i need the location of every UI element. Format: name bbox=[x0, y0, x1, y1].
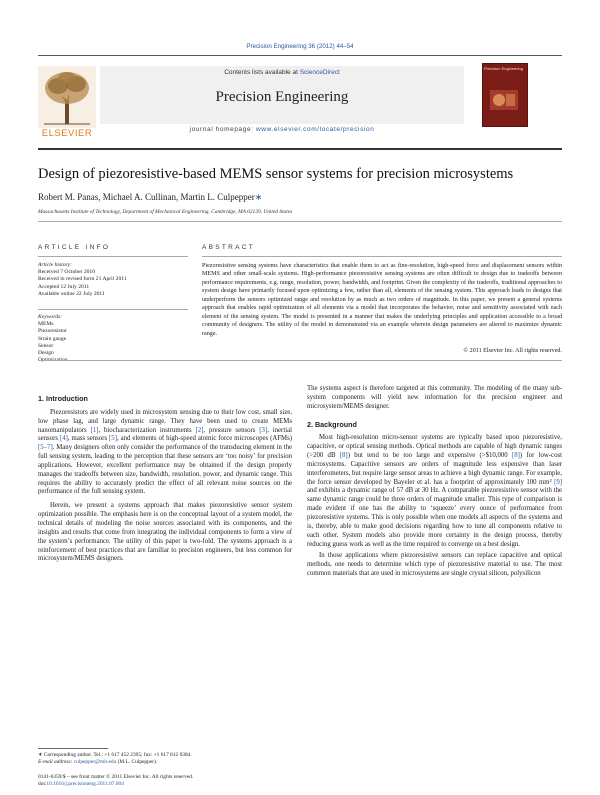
background-heading: 2. Background bbox=[307, 419, 357, 429]
abstract-heading: ABSTRACT bbox=[202, 244, 256, 251]
contents-line bbox=[100, 69, 464, 76]
right-column bbox=[307, 385, 562, 579]
journal-citation[interactable]: Precision Engineering 36 (2012) 44–54 bbox=[246, 43, 354, 50]
citation-link[interactable]: [4] bbox=[59, 435, 68, 443]
intro-paragraph-2: Herein, we present a systems approach that makes piezoresistive sensor system optimization possible. The emphasis here is on the conceptual layout of a system model, the technical details of modeling the noise sources associated with its components, and the insights and results that come from integrating the individual components to form a view of the system’s performance. The utility of this paper is two-fold. The systems approach is a reinforcement of best practices that are familiar to precision engineers, but less common for microsystem/MEMS designers. bbox=[38, 502, 292, 563]
issn-doi bbox=[38, 774, 338, 788]
email-line: E-mail address: culpepper@mit.edu (M.L. Culpepper). bbox=[38, 759, 158, 765]
citation-link[interactable]: [3] bbox=[259, 426, 268, 434]
left-column bbox=[38, 395, 292, 564]
keywords-rule bbox=[38, 309, 188, 310]
journal-title: Precision Engineering bbox=[215, 89, 349, 105]
intro-paragraph-1: Piezoresistors are widely used in microsystem sensing due to their low cost, small size, low phase lag, and large dynamic range. They have been used to create MEMs nanomanipulators [1], biocharacterization instruments [2], pressure sensors [3], inertial sensors [4], mass sensors [5], and elements of high-speed atomic force microscopes (AFMs) [5–7]. Many designers often only consider the performance of the transducing element in the full sensing system, leading to the perception that these sensors are ‘too noisy’ for precision applications. However, excellent performance may be obtained if the design properly manages the tradeoffs between size, bandwidth, resolution, power, and dynamic range. This requires the ability to accurately predict the effect of all relevant noise sources on the performance of the full sensing system. bbox=[38, 408, 293, 496]
keyword-item: MEMs bbox=[38, 321, 54, 328]
background-paragraph-1: Most high-resolution micro-sensor systems are typically based upon piezoresistive, capacitive, or optical sensing methods. Optical methods are capable of high dynamic ranges (>200 dB [8]) but tend to be too large and expensive (>$10,000 [8]) for low-cost microsystems. Capacitive sensors are orders of magnitude less expensive than laser interferometers, but require large sensor areas to achieve a high dynamic range. For example, the force sensor developed by Bayeler et al. has a footprint of approximately 100 mm² [9] and exhibits a dynamic range of 57 dB at 30 Hz. A comparable piezoresistive sensor with the same dynamic range could be three orders of magnitude smaller. This type of comparison is made evident if one has the ability to ‘squeeze’ every ounce of performance from piezoresistive systems. This is only possible when one models all aspects of the systems and is, thereby, able to make good decisions regarding how to tune all components relative to each other. System models also provide more certainty in the design process, thereby reducing guess work as well as the time required to converge on a best design. bbox=[307, 434, 563, 548]
history-label: Article history: bbox=[38, 262, 73, 268]
elsevier-tree-logo bbox=[38, 66, 96, 128]
keyword-item: Sensor bbox=[38, 342, 54, 349]
homepage-link[interactable]: www.elsevier.com/locate/precision bbox=[256, 126, 375, 133]
citation-link[interactable]: [1] bbox=[90, 426, 99, 434]
authors-text: Robert M. Panas, Michael A. Cullinan, Martin L. Culpepper bbox=[38, 192, 255, 202]
sciencedirect-link[interactable]: ScienceDirect bbox=[299, 69, 340, 76]
introduction-heading: 1. Introduction bbox=[38, 394, 88, 403]
article-info-heading: ARTICLE INFO bbox=[38, 244, 111, 251]
article-info-rule bbox=[38, 256, 188, 257]
citation-link[interactable]: [8] bbox=[339, 452, 348, 460]
publisher-name: ELSEVIER bbox=[41, 128, 93, 139]
header-rule bbox=[38, 148, 562, 150]
corresponding-author-note: ∗ Corresponding author. Tel.: +1 617 452 2395; fax: +1 617 812 0384. bbox=[38, 752, 192, 758]
homepage-prefix: journal homepage: bbox=[189, 126, 256, 133]
history-revised: Received in revised form 21 April 2011 bbox=[38, 276, 127, 283]
keyword-item: Piezoresistor bbox=[38, 328, 67, 335]
abstract-rule bbox=[202, 256, 562, 257]
citation-link[interactable]: [5–7] bbox=[38, 444, 53, 452]
keywords bbox=[38, 314, 188, 364]
citation-link[interactable]: [9] bbox=[554, 478, 562, 486]
issn-line: 0141-6359/$ – see front matter © 2011 Elsevier Inc. All rights reserved. bbox=[38, 774, 194, 780]
cover-art bbox=[490, 90, 518, 110]
affiliation: Massachusetts Institute of Technology, Department of Mechanical Engineering, Cambridge, MA 02139, United States bbox=[38, 209, 293, 215]
footnote bbox=[38, 752, 292, 766]
history-received: Received 7 October 2010 bbox=[38, 269, 96, 276]
article-history bbox=[38, 262, 188, 298]
footnote-rule bbox=[38, 748, 108, 749]
section-rule bbox=[38, 221, 562, 222]
corresponding-author-mark[interactable]: ∗ bbox=[254, 192, 263, 202]
contents-prefix: Contents lists available at bbox=[224, 69, 300, 76]
journal-homepage bbox=[100, 126, 464, 133]
doi-link[interactable]: 10.1016/j.precisioneng.2011.07.004 bbox=[46, 781, 124, 787]
history-online: Available online 22 July 2011 bbox=[38, 290, 105, 297]
doi-line: doi:10.1016/j.precisioneng.2011.07.004 bbox=[38, 781, 124, 787]
abstract-copyright: © 2011 Elsevier Inc. All rights reserved. bbox=[463, 348, 562, 354]
keywords-label: Keywords: bbox=[38, 314, 63, 320]
keyword-item: Design bbox=[38, 350, 54, 357]
cover-title: Precision Engineering bbox=[484, 66, 523, 71]
email-link[interactable]: culpepper@mit.edu bbox=[73, 759, 117, 765]
keyword-item: Strain gauge bbox=[38, 335, 67, 342]
abstract-bottom-rule bbox=[38, 360, 562, 361]
intro-paragraph-continued: The systems aspect is therefore targeted at this community. The modeling of the many sub-system components will yield new information for the precision engineer and microsystem/MEMS designer. bbox=[307, 385, 562, 410]
top-rule bbox=[38, 55, 562, 56]
abstract-body: Piezoresistive sensing systems have characteristics that enable them to act as fine-resolution, high-speed force and displacement sensors within MEMS and other small-scale systems. High-performance piezoresistive sensing systems are often difficult to design due to tradeoffs between performance requirements, e.g. range, resolution, power, bandwidth, and footprint. Given the complexity of the tradeoffs, traditional approaches to system design have primarily focused upon optimizing a few, rather than all, elements of the sensing system. This approach leads to designs that underperform the sensors optimized range and resolution by as much as two orders of magnitude. In this paper, we present a general systems approach that enables rapid optimization of all elements via a model that incorporates the behavior, noise and sensitivity associated with each element of the sensing system. The model is presented in a manner that makes the underlying principles and application accessible to a broad community of designers. The utility of the model in demonstrated via an example wherein design parameters are altered to maximize dynamic range. bbox=[202, 263, 562, 337]
history-accepted: Accepted 12 July 2011 bbox=[38, 283, 90, 290]
author-list bbox=[38, 192, 262, 203]
citation-link[interactable]: [8] bbox=[511, 452, 520, 460]
article-title: Design of piezoresistive-based MEMS sensor systems for precision microsystems bbox=[38, 166, 514, 182]
citation-link[interactable]: [5] bbox=[109, 435, 117, 443]
background-paragraph-2: In those applications where piezoresistive sensors can replace capacitive and optical methods, one needs to determine which type of piezoresistive material to use. The most common materials that are used in microsystems are single crystal silicon, polysilicon bbox=[307, 552, 562, 578]
citation-link[interactable]: [2] bbox=[195, 426, 204, 434]
